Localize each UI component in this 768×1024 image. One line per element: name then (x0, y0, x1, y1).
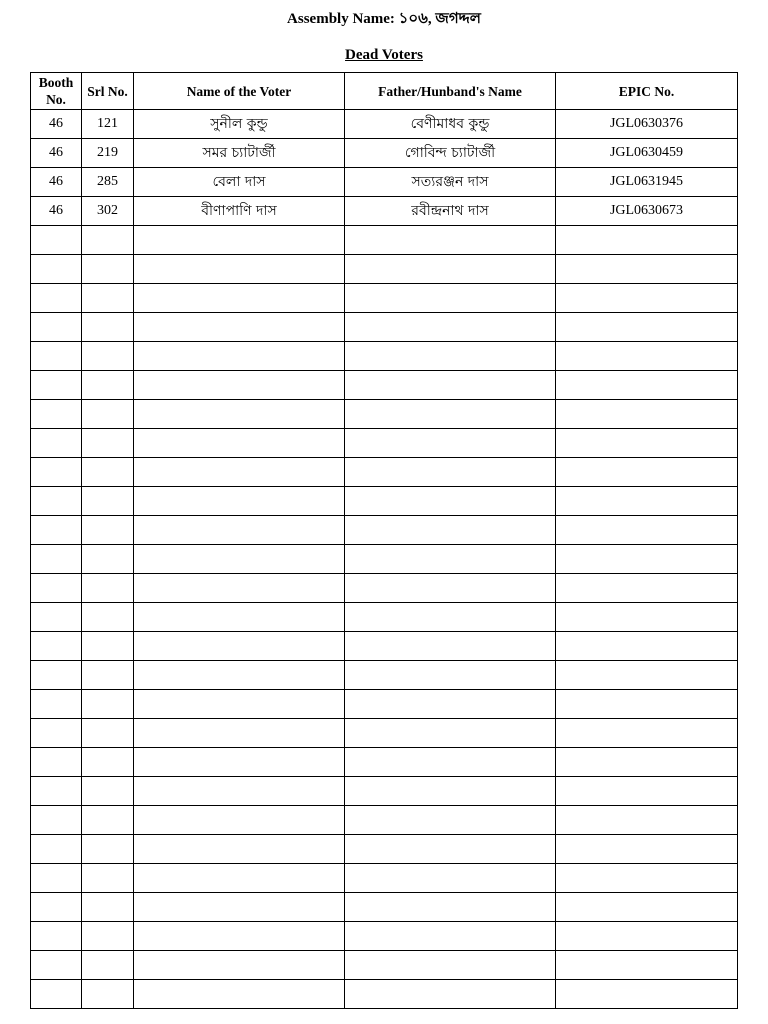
empty-srl-no-cell (82, 313, 134, 342)
empty-srl-no-cell (82, 574, 134, 603)
empty-epic-no-cell (556, 835, 738, 864)
empty-voter-name-cell (134, 226, 345, 255)
empty-srl-no-cell (82, 922, 134, 951)
empty-table-row (31, 893, 738, 922)
empty-booth-no-cell (31, 632, 82, 661)
header-srl-no: Srl No. (82, 73, 134, 110)
empty-table-row (31, 458, 738, 487)
empty-voter-name-cell (134, 922, 345, 951)
empty-voter-name-cell (134, 951, 345, 980)
empty-booth-no-cell (31, 516, 82, 545)
empty-relative-name-cell (345, 574, 556, 603)
empty-epic-no-cell (556, 284, 738, 313)
empty-booth-no-cell (31, 951, 82, 980)
empty-voter-name-cell (134, 284, 345, 313)
empty-voter-name-cell (134, 661, 345, 690)
empty-booth-no-cell (31, 255, 82, 284)
empty-relative-name-cell (345, 545, 556, 574)
empty-relative-name-cell (345, 806, 556, 835)
empty-relative-name-cell (345, 487, 556, 516)
empty-table-row (31, 603, 738, 632)
empty-relative-name-cell (345, 255, 556, 284)
empty-srl-no-cell (82, 458, 134, 487)
empty-relative-name-cell (345, 429, 556, 458)
empty-table-row (31, 632, 738, 661)
empty-relative-name-cell (345, 400, 556, 429)
empty-table-row (31, 342, 738, 371)
empty-epic-no-cell (556, 893, 738, 922)
empty-epic-no-cell (556, 226, 738, 255)
empty-booth-no-cell (31, 980, 82, 1009)
empty-srl-no-cell (82, 400, 134, 429)
empty-relative-name-cell (345, 226, 556, 255)
empty-epic-no-cell (556, 255, 738, 284)
empty-table-row (31, 922, 738, 951)
empty-srl-no-cell (82, 487, 134, 516)
empty-relative-name-cell (345, 748, 556, 777)
empty-epic-no-cell (556, 864, 738, 893)
header-voter-name: Name of the Voter (134, 73, 345, 110)
srl-no-cell: 121 (82, 110, 134, 139)
empty-relative-name-cell (345, 516, 556, 545)
empty-srl-no-cell (82, 661, 134, 690)
empty-srl-no-cell (82, 719, 134, 748)
relative-name-cell: রবীন্দ্রনাথ দাস (345, 197, 556, 226)
empty-voter-name-cell (134, 980, 345, 1009)
epic-no-cell: JGL0630459 (556, 139, 738, 168)
empty-relative-name-cell (345, 284, 556, 313)
empty-voter-name-cell (134, 777, 345, 806)
empty-table-row (31, 690, 738, 719)
srl-no-cell: 285 (82, 168, 134, 197)
empty-epic-no-cell (556, 400, 738, 429)
empty-srl-no-cell (82, 284, 134, 313)
empty-srl-no-cell (82, 835, 134, 864)
empty-relative-name-cell (345, 835, 556, 864)
empty-srl-no-cell (82, 371, 134, 400)
empty-table-row (31, 777, 738, 806)
empty-table-row (31, 835, 738, 864)
empty-epic-no-cell (556, 690, 738, 719)
empty-booth-no-cell (31, 226, 82, 255)
empty-relative-name-cell (345, 342, 556, 371)
empty-relative-name-cell (345, 893, 556, 922)
empty-epic-no-cell (556, 777, 738, 806)
empty-booth-no-cell (31, 574, 82, 603)
voter-name-cell: বেলা দাস (134, 168, 345, 197)
empty-booth-no-cell (31, 922, 82, 951)
empty-table-row (31, 226, 738, 255)
empty-srl-no-cell (82, 342, 134, 371)
empty-relative-name-cell (345, 603, 556, 632)
header-booth-no: Booth No. (31, 73, 82, 110)
empty-srl-no-cell (82, 545, 134, 574)
section-title: Dead Voters (345, 47, 423, 63)
empty-voter-name-cell (134, 893, 345, 922)
srl-no-cell: 302 (82, 197, 134, 226)
booth-no-cell: 46 (31, 110, 82, 139)
empty-relative-name-cell (345, 371, 556, 400)
relative-name-cell: সত্যরঞ্জন দাস (345, 168, 556, 197)
empty-table-row (31, 719, 738, 748)
empty-epic-no-cell (556, 342, 738, 371)
epic-no-cell: JGL0630673 (556, 197, 738, 226)
empty-relative-name-cell (345, 690, 556, 719)
empty-voter-name-cell (134, 342, 345, 371)
empty-srl-no-cell (82, 980, 134, 1009)
voter-name-cell: সমর চ্যাটার্জী (134, 139, 345, 168)
empty-srl-no-cell (82, 632, 134, 661)
empty-table-row (31, 255, 738, 284)
empty-voter-name-cell (134, 400, 345, 429)
empty-table-row (31, 574, 738, 603)
empty-booth-no-cell (31, 603, 82, 632)
empty-srl-no-cell (82, 893, 134, 922)
empty-srl-no-cell (82, 690, 134, 719)
empty-booth-no-cell (31, 429, 82, 458)
empty-srl-no-cell (82, 864, 134, 893)
table-body (31, 110, 738, 1009)
srl-no-cell: 219 (82, 139, 134, 168)
empty-voter-name-cell (134, 458, 345, 487)
empty-relative-name-cell (345, 313, 556, 342)
empty-voter-name-cell (134, 835, 345, 864)
empty-booth-no-cell (31, 342, 82, 371)
empty-booth-no-cell (31, 806, 82, 835)
empty-table-row (31, 400, 738, 429)
empty-srl-no-cell (82, 777, 134, 806)
table-row (31, 197, 738, 226)
booth-no-cell: 46 (31, 139, 82, 168)
empty-booth-no-cell (31, 371, 82, 400)
empty-srl-no-cell (82, 255, 134, 284)
empty-booth-no-cell (31, 400, 82, 429)
empty-voter-name-cell (134, 690, 345, 719)
empty-relative-name-cell (345, 719, 556, 748)
empty-srl-no-cell (82, 951, 134, 980)
empty-booth-no-cell (31, 545, 82, 574)
empty-srl-no-cell (82, 748, 134, 777)
empty-table-row (31, 284, 738, 313)
empty-epic-no-cell (556, 545, 738, 574)
empty-srl-no-cell (82, 603, 134, 632)
empty-table-row (31, 516, 738, 545)
empty-table-row (31, 313, 738, 342)
table-row (31, 110, 738, 139)
empty-voter-name-cell (134, 487, 345, 516)
voter-name-cell: সুনীল কুন্ডু (134, 110, 345, 139)
empty-epic-no-cell (556, 922, 738, 951)
empty-booth-no-cell (31, 661, 82, 690)
empty-booth-no-cell (31, 487, 82, 516)
epic-no-cell: JGL0630376 (556, 110, 738, 139)
empty-srl-no-cell (82, 429, 134, 458)
empty-booth-no-cell (31, 458, 82, 487)
empty-epic-no-cell (556, 603, 738, 632)
empty-voter-name-cell (134, 516, 345, 545)
empty-relative-name-cell (345, 951, 556, 980)
empty-table-row (31, 429, 738, 458)
empty-voter-name-cell (134, 429, 345, 458)
table-header-row (31, 73, 738, 110)
empty-booth-no-cell (31, 777, 82, 806)
empty-voter-name-cell (134, 313, 345, 342)
header-epic-no: EPIC No. (556, 73, 738, 110)
empty-table-row (31, 545, 738, 574)
empty-booth-no-cell (31, 893, 82, 922)
empty-epic-no-cell (556, 719, 738, 748)
empty-booth-no-cell (31, 864, 82, 893)
empty-epic-no-cell (556, 516, 738, 545)
empty-booth-no-cell (31, 835, 82, 864)
booth-no-cell: 46 (31, 197, 82, 226)
assembly-title: Assembly Name: ১০৬, জগদ্দল (287, 11, 481, 27)
dead-voters-table (30, 72, 738, 1009)
empty-epic-no-cell (556, 661, 738, 690)
empty-epic-no-cell (556, 429, 738, 458)
empty-relative-name-cell (345, 922, 556, 951)
empty-voter-name-cell (134, 545, 345, 574)
empty-relative-name-cell (345, 632, 556, 661)
empty-booth-no-cell (31, 313, 82, 342)
empty-table-row (31, 371, 738, 400)
empty-relative-name-cell (345, 661, 556, 690)
empty-relative-name-cell (345, 777, 556, 806)
table-row (31, 139, 738, 168)
empty-booth-no-cell (31, 748, 82, 777)
empty-epic-no-cell (556, 313, 738, 342)
empty-booth-no-cell (31, 719, 82, 748)
header-relative-name: Father/Hunband's Name (345, 73, 556, 110)
empty-table-row (31, 487, 738, 516)
empty-epic-no-cell (556, 980, 738, 1009)
relative-name-cell: গোবিন্দ চ্যাটার্জী (345, 139, 556, 168)
empty-epic-no-cell (556, 574, 738, 603)
empty-voter-name-cell (134, 632, 345, 661)
empty-voter-name-cell (134, 748, 345, 777)
empty-table-row (31, 806, 738, 835)
empty-relative-name-cell (345, 980, 556, 1009)
empty-booth-no-cell (31, 284, 82, 313)
empty-srl-no-cell (82, 226, 134, 255)
table-row (31, 168, 738, 197)
empty-booth-no-cell (31, 690, 82, 719)
empty-epic-no-cell (556, 487, 738, 516)
empty-epic-no-cell (556, 748, 738, 777)
voter-name-cell: বীণাপাণি দাস (134, 197, 345, 226)
empty-voter-name-cell (134, 719, 345, 748)
empty-epic-no-cell (556, 458, 738, 487)
empty-epic-no-cell (556, 371, 738, 400)
empty-epic-no-cell (556, 632, 738, 661)
relative-name-cell: বেণীমাধব কুন্ডু (345, 110, 556, 139)
empty-relative-name-cell (345, 458, 556, 487)
booth-no-cell: 46 (31, 168, 82, 197)
empty-table-row (31, 748, 738, 777)
empty-voter-name-cell (134, 603, 345, 632)
empty-voter-name-cell (134, 806, 345, 835)
empty-srl-no-cell (82, 516, 134, 545)
empty-srl-no-cell (82, 806, 134, 835)
empty-table-row (31, 951, 738, 980)
empty-epic-no-cell (556, 951, 738, 980)
epic-no-cell: JGL0631945 (556, 168, 738, 197)
empty-voter-name-cell (134, 371, 345, 400)
empty-table-row (31, 661, 738, 690)
empty-table-row (31, 864, 738, 893)
empty-table-row (31, 980, 738, 1009)
empty-relative-name-cell (345, 864, 556, 893)
empty-voter-name-cell (134, 255, 345, 284)
empty-voter-name-cell (134, 864, 345, 893)
empty-epic-no-cell (556, 806, 738, 835)
empty-voter-name-cell (134, 574, 345, 603)
